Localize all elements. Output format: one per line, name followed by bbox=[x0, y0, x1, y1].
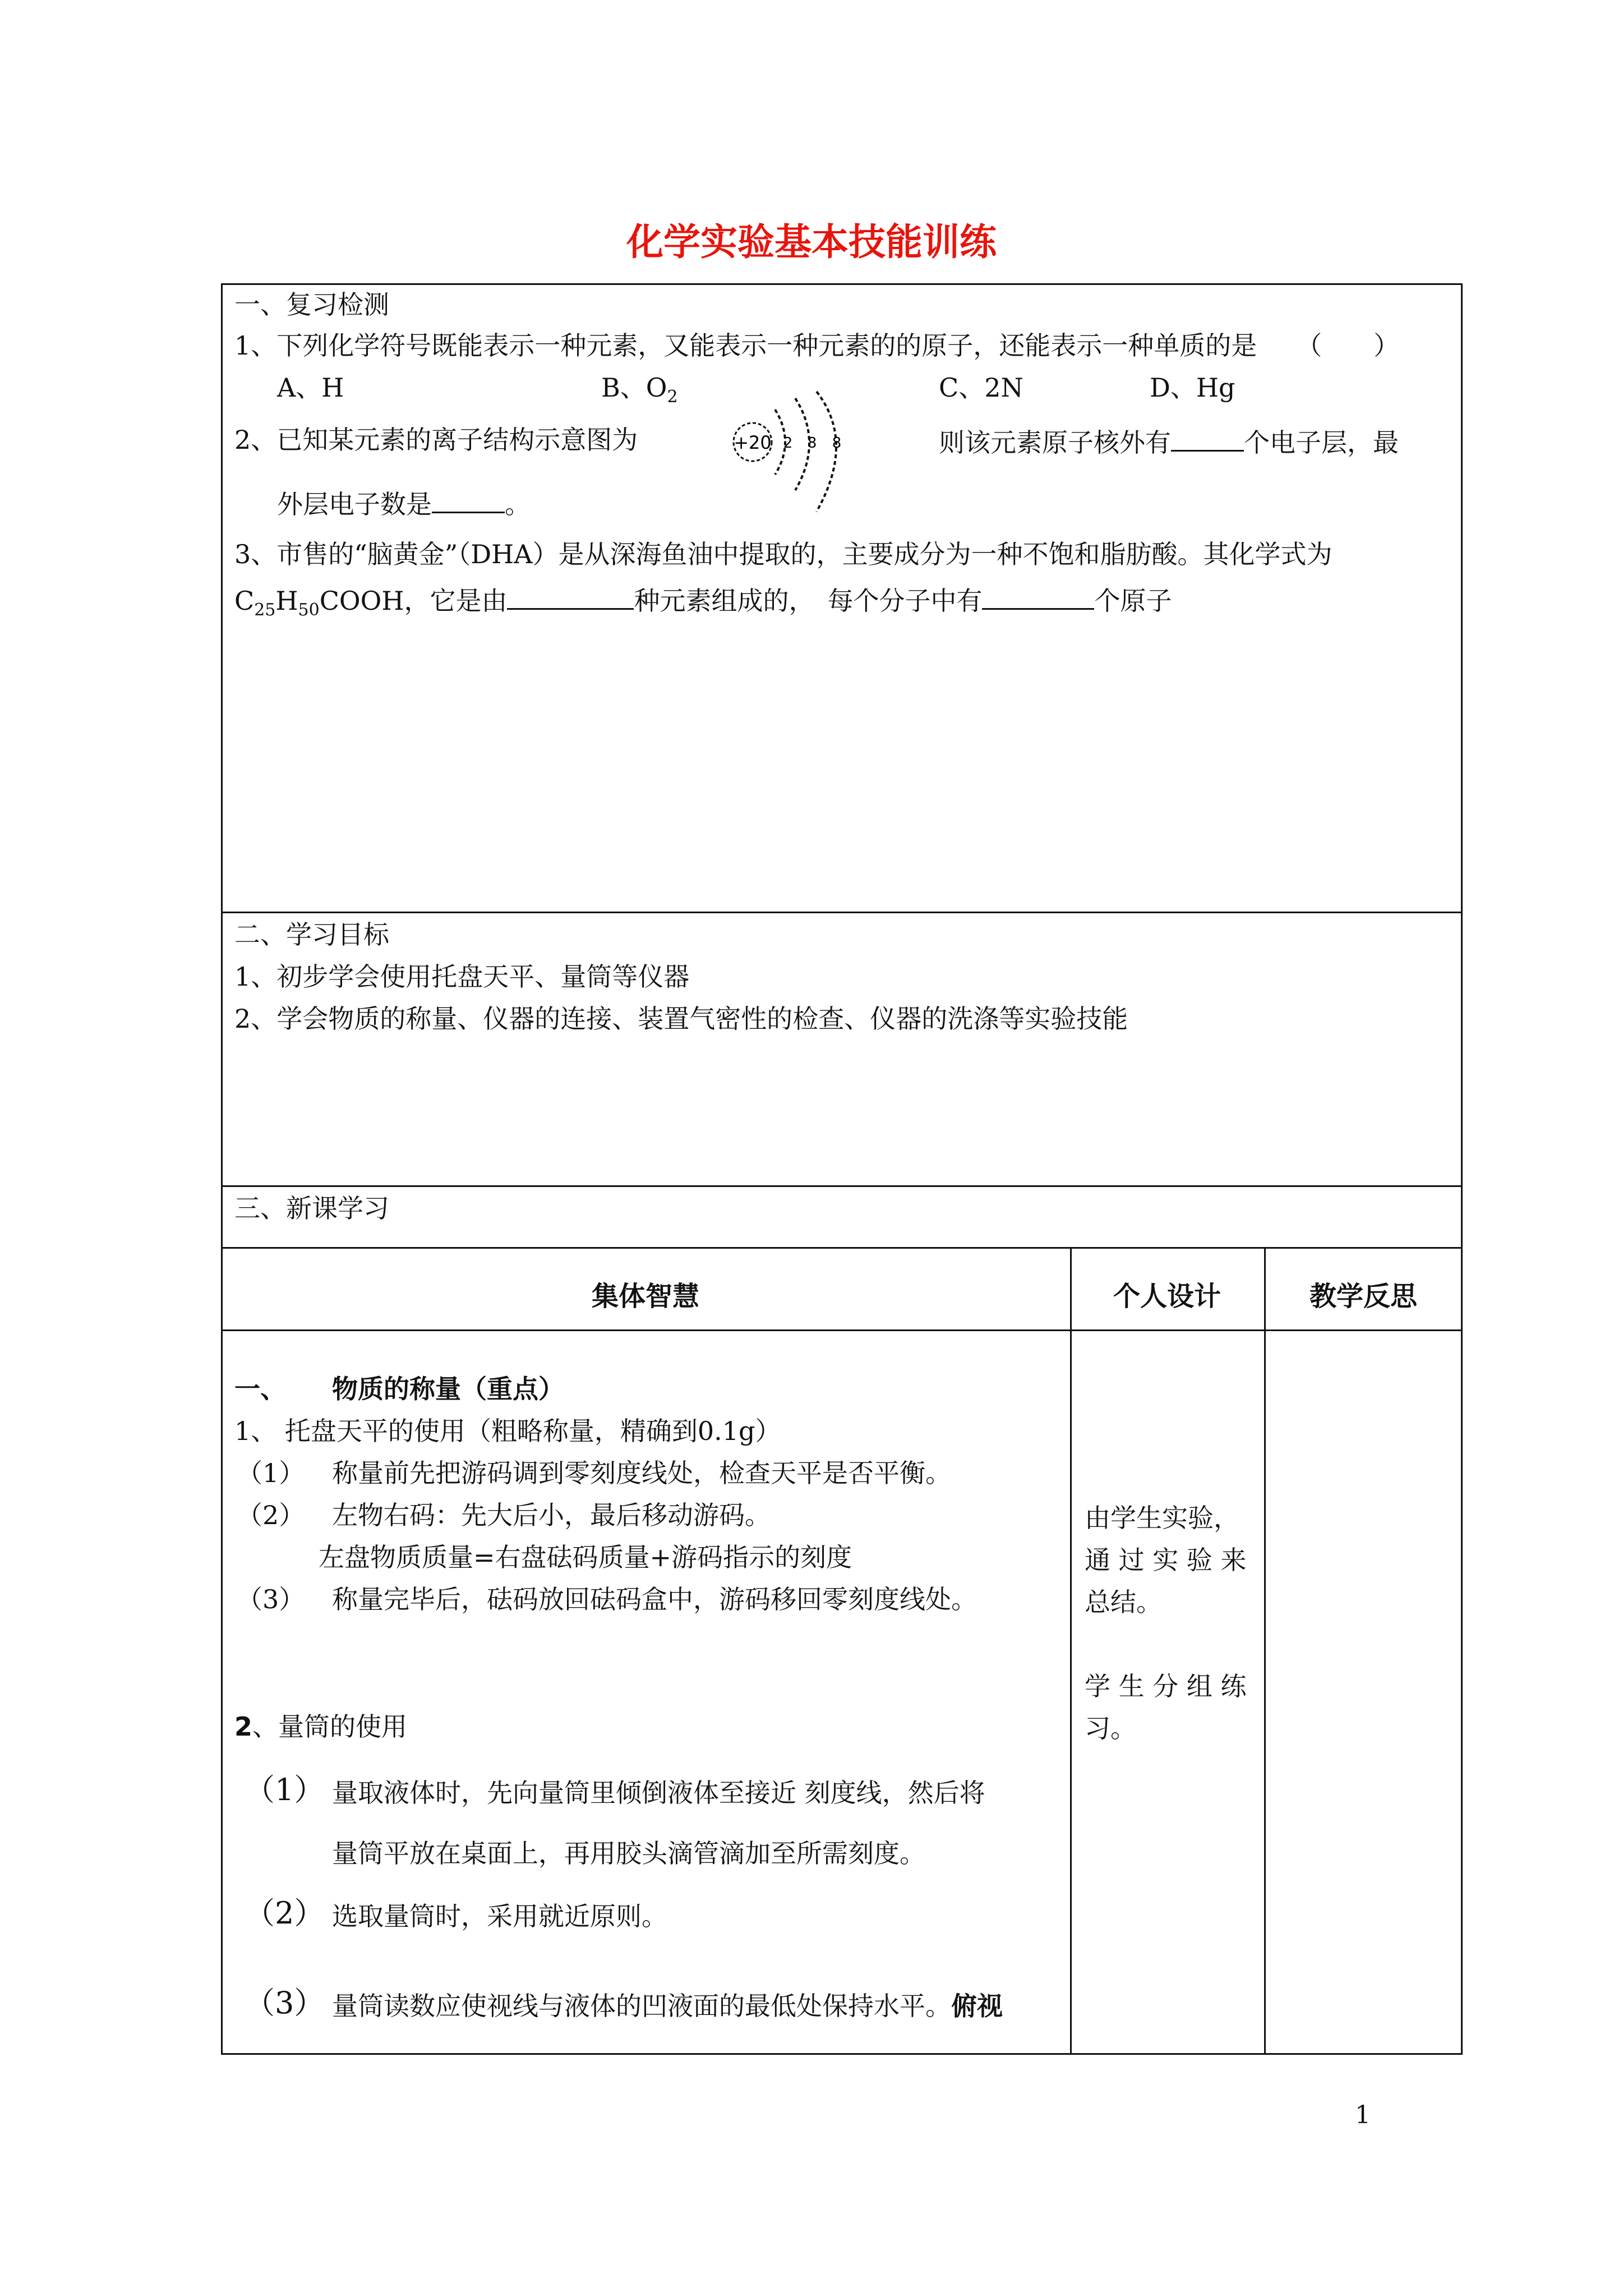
option-a: A、H bbox=[277, 372, 344, 403]
ion-structure-diagram bbox=[729, 387, 886, 522]
option-b bbox=[601, 373, 678, 407]
personal-design-text: 习。 bbox=[1085, 1713, 1136, 1743]
balance-title: 1、 托盘天平的使用（粗略称量，精确到0.1g） bbox=[234, 1416, 781, 1446]
option-c: C、2N bbox=[939, 372, 1023, 403]
divider bbox=[221, 1185, 1463, 1187]
answer-blank-atoms[interactable] bbox=[982, 583, 1094, 610]
step-text: 左物右码：先大后小，最后移动游码。 bbox=[332, 1500, 771, 1530]
step-number: （2） bbox=[245, 1895, 325, 1931]
column-header-reflection: 教学反思 bbox=[1309, 1281, 1417, 1312]
question-3-text-b: 种元素组成的， 每个分子中有 bbox=[634, 586, 983, 616]
personal-design-text: 由学生实验， bbox=[1085, 1503, 1239, 1533]
option-b-subscript: 2 bbox=[667, 387, 678, 407]
cylinder-title bbox=[234, 1712, 407, 1742]
subsection-number: 一、 bbox=[234, 1374, 286, 1404]
personal-design-text: 总结。 bbox=[1085, 1587, 1162, 1617]
divider bbox=[221, 1329, 1463, 1331]
step-text bbox=[332, 1991, 1003, 2021]
step-text: 称量前先把游码调到零刻度线处，检查天平是否平衡。 bbox=[332, 1458, 951, 1488]
subsection-title: 物质的称量（重点） bbox=[332, 1374, 564, 1404]
answer-blank-layers[interactable] bbox=[1171, 425, 1244, 452]
option-b-text: B、O bbox=[601, 372, 667, 403]
step-text: 量筒平放在桌面上，再用胶头滴管滴加至所需刻度。 bbox=[332, 1838, 925, 1869]
answer-blank-elements[interactable] bbox=[507, 583, 634, 610]
step-text: 选取量筒时，采用就近原则。 bbox=[332, 1901, 667, 1931]
formula-h-subscript: 50 bbox=[298, 600, 320, 620]
step-number: （3） bbox=[245, 1985, 325, 2021]
question-2-text-b: 则该元素原子核外有 bbox=[939, 427, 1171, 458]
column-header-personal: 个人设计 bbox=[1113, 1281, 1221, 1312]
option-d: D、Hg bbox=[1150, 372, 1235, 403]
question-2-text: 2、已知某元素的离子结构示意图为 bbox=[234, 425, 638, 455]
shell-count-2: 8 bbox=[807, 435, 817, 452]
column-divider bbox=[1070, 1247, 1072, 2055]
question-2-text-e: 。 bbox=[505, 489, 531, 519]
answer-bracket: （ ） bbox=[1296, 330, 1400, 361]
question-2-line-2 bbox=[277, 487, 531, 519]
divider bbox=[221, 912, 1463, 913]
personal-design-text: 学 生 分 组 练 bbox=[1085, 1671, 1247, 1701]
shell-count-3: 8 bbox=[832, 435, 842, 452]
nucleus-charge: +20 bbox=[734, 432, 772, 453]
column-divider bbox=[1264, 1247, 1266, 2055]
step-text-bold: 俯视 bbox=[951, 1991, 1003, 2021]
step-text: 左盘物质质量=右盘砝码质量+游码指示的刻度 bbox=[319, 1542, 852, 1572]
cylinder-title-text: 、量筒的使用 bbox=[252, 1711, 408, 1742]
step-text-main: 量筒读数应使视线与液体的凹液面的最低处保持水平。 bbox=[332, 1991, 951, 2021]
electron-shell-3 bbox=[817, 392, 836, 512]
formula-c: C bbox=[234, 586, 255, 616]
question-2-continued bbox=[939, 425, 1399, 458]
question-3-line-2 bbox=[234, 583, 1172, 620]
question-1 bbox=[234, 331, 1399, 361]
step-text: 称量完毕后，砝码放回砝码盒中，游码移回零刻度线处。 bbox=[332, 1584, 977, 1614]
page-title: 化学实验基本技能训练 bbox=[626, 220, 997, 264]
objective-item: 2、学会物质的称量、仪器的连接、装置气密性的检查、仪器的洗涤等实验技能 bbox=[234, 1004, 1128, 1034]
cylinder-title-number: 2 bbox=[234, 1711, 253, 1742]
shell-count-1: 2 bbox=[783, 435, 793, 452]
objective-item: 1、初步学会使用托盘天平、量筒等仪器 bbox=[234, 961, 690, 992]
answer-blank-outer-electrons[interactable] bbox=[432, 487, 505, 513]
formula-h: H bbox=[275, 586, 298, 616]
section-heading-new-lesson: 三、新课学习 bbox=[234, 1193, 389, 1223]
question-1-text: 1、下列化学符号既能表示一种元素，又能表示一种元素的的原子，还能表示一种单质的是 bbox=[234, 330, 1257, 361]
divider bbox=[221, 1247, 1463, 1249]
step-number: （1） bbox=[245, 1772, 325, 1807]
question-2-text-c: 个电子层，最 bbox=[1244, 427, 1399, 458]
section-heading-review: 一、复习检测 bbox=[234, 289, 389, 320]
page-number: 1 bbox=[1355, 2101, 1371, 2129]
question-3-text-c: 个原子 bbox=[1094, 586, 1172, 616]
section-heading-objectives: 二、学习目标 bbox=[234, 919, 389, 950]
step-number: （1） bbox=[237, 1458, 305, 1488]
question-3-line-1: 3、市售的“脑黄金”（DHA）是从深海鱼油中提取的，主要成分为一种不饱和脂肪酸。其化学式为 bbox=[234, 539, 1332, 569]
step-text: 量取液体时，先向量筒里倾倒液体至接近 刻度线，然后将 bbox=[332, 1778, 985, 1808]
step-number: （2） bbox=[237, 1500, 305, 1530]
personal-design-text: 通 过 实 验 来 bbox=[1085, 1545, 1247, 1575]
step-number: （3） bbox=[237, 1584, 305, 1614]
formula-c-subscript: 25 bbox=[254, 600, 276, 620]
column-header-collective: 集体智慧 bbox=[591, 1281, 699, 1312]
question-3-text-a: COOH，它是由 bbox=[319, 586, 508, 616]
question-2-text-d: 外层电子数是 bbox=[277, 489, 432, 519]
